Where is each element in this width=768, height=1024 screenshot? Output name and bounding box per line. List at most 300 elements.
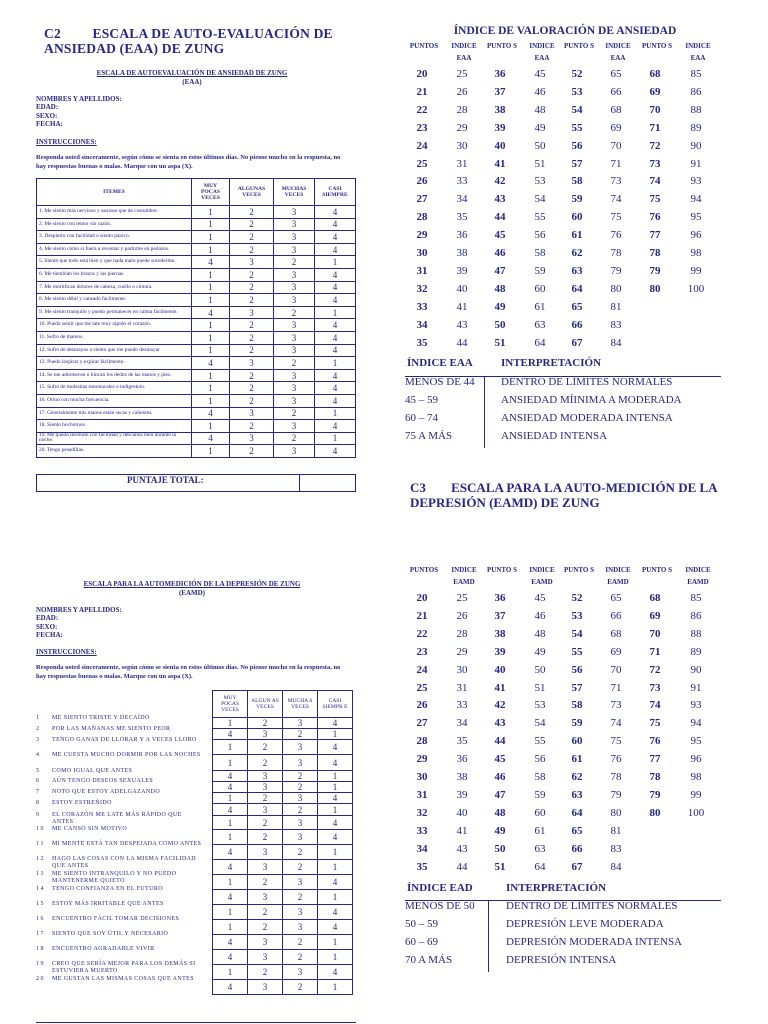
dep-index-points-cell: 70: [649, 627, 661, 640]
eamd-item-row: [213, 860, 353, 875]
eaa-item-score: 1: [192, 231, 230, 244]
anx-index-index-cell: 51: [534, 157, 546, 170]
dep-index-points-cell: 74: [649, 699, 661, 712]
eamd-item-score: 2: [283, 782, 318, 793]
eamd-item-score: 3: [248, 782, 283, 793]
eaa-item-score: 2: [274, 306, 315, 319]
dep-index-points-cell: 32: [416, 806, 428, 819]
eamd-fields: [36, 606, 236, 639]
eamd-item-row: [213, 740, 353, 755]
dep-index-index-cell: 34: [456, 717, 468, 730]
anx-index-index-cell: 96: [690, 229, 702, 242]
eamd-table: [212, 690, 353, 995]
anx-index-index-cell: 29: [456, 121, 468, 134]
anx-index-points-cell: 69: [649, 85, 661, 98]
eaa-item-score: 2: [230, 382, 274, 395]
anx-index-index-cell: 49: [534, 121, 546, 134]
anx-index-index-cell: 79: [610, 264, 622, 277]
eamd-item-text: CREO QUE SERÍA MEJOR PARA LOS DEMÁS SI ESTUVIERA MUERTO: [52, 961, 196, 974]
dep-index-index-cell: 49: [534, 645, 546, 658]
eaa-item-score: 3: [274, 268, 315, 281]
eaa-item-score: 3: [274, 394, 315, 407]
anx-index-header-cell: PUNTO S: [486, 42, 518, 50]
anx-index-header-cell: INDICE EAA: [529, 42, 555, 62]
dep-index-points-cell: 67: [571, 860, 583, 873]
dep-index-index-cell: 56: [534, 753, 546, 766]
dep-index-points-cell: 66: [571, 842, 583, 855]
eaa-item-score: 4: [192, 357, 230, 370]
dep-index-points-cell: 79: [649, 788, 661, 801]
eamd-item-score: 1: [213, 793, 248, 804]
dep-index-index-cell: 26: [456, 609, 468, 622]
anx-index-points-cell: 53: [571, 85, 583, 98]
eamd-item-text: ENCUENTRO AGRADABLE VIVIR: [52, 946, 155, 952]
dep-index-header-cell: PUNTOS: [409, 566, 439, 574]
dep-index-points-cell: 35: [416, 860, 428, 873]
eamd-item-score: 2: [283, 771, 318, 782]
anx-index-points-cell: 63: [571, 264, 583, 277]
eamd-item-number: 5: [36, 768, 39, 774]
eamd-item-score: 4: [318, 905, 353, 920]
anx-index-header-cell: PUNTOS: [409, 42, 439, 50]
eaa-item-score: 2: [230, 420, 274, 433]
anx-index-index-cell: 59: [534, 264, 546, 277]
eamd-subtitle: [36, 580, 348, 598]
dep-index-points-cell: 61: [571, 753, 583, 766]
eamd-item-score: 4: [213, 804, 248, 816]
anx-index-points-cell: 29: [416, 229, 428, 242]
eaa-item-score: 1: [315, 432, 356, 445]
eamd-item-text: ME SIENTO INTRANQUILO Y NO PUEDO MANTENERME QUIETO: [52, 871, 177, 884]
dep-index-index-cell: 50: [534, 663, 546, 676]
dep-index-index-cell: 61: [534, 824, 546, 837]
dep-index-points-cell: 42: [494, 699, 506, 712]
dep-interp-divider: [488, 900, 489, 972]
eaa-item-score: 4: [192, 432, 230, 445]
c3-title: ESCALA PARA LA AUTO-MEDICIÓN DE LA DEPRESIÓN (EAMD) DE ZUNG: [410, 480, 717, 510]
anx-index-points-cell: 51: [494, 336, 506, 349]
anx-index-points-cell: 34: [416, 318, 428, 331]
dep-index-points-cell: 27: [416, 717, 428, 730]
dep-index-points-cell: 60: [571, 735, 583, 748]
eamd-item-number: 1 0: [36, 826, 44, 832]
eaa-item-score: 1: [192, 445, 230, 458]
eamd-item-text: ESTOY ESTREÑIDO: [52, 800, 112, 806]
dep-index-index-cell: 99: [690, 788, 702, 801]
eaa-field-age: EDAD:: [36, 103, 59, 112]
dep-index-index-cell: 81: [610, 824, 622, 837]
dep-index-index-cell: 48: [534, 627, 546, 640]
eamd-field-date: FECHA:: [36, 630, 63, 639]
eaa-item-text: 3. Despierto con facilidad o siento pánico.: [37, 231, 192, 244]
dep-index-index-cell: 96: [690, 753, 702, 766]
dep-index-points-cell: 53: [571, 609, 583, 622]
anx-index-index-cell: 73: [610, 175, 622, 188]
dep-index-points-cell: 25: [416, 681, 428, 694]
anx-index-points-cell: 20: [416, 68, 428, 80]
eamd-item-row: [213, 771, 353, 782]
eamd-item-score: 1: [318, 980, 353, 995]
dep-index-index-cell: 85: [690, 592, 702, 604]
anx-index-points-cell: 45: [494, 229, 506, 242]
eaa-subtitle: [36, 69, 348, 87]
eaa-item-score: 1: [315, 357, 356, 370]
eaa-item-score: 3: [274, 231, 315, 244]
eamd-item-row: [213, 782, 353, 793]
dep-index-index-cell: 36: [456, 753, 468, 766]
eamd-item-number: 2 0: [36, 976, 44, 982]
eaa-item-score: 1: [192, 206, 230, 219]
eaa-item-text: 17. Generalmente mis manos están secas y calientes.: [37, 407, 192, 420]
anx-index-points-cell: 28: [416, 211, 428, 224]
eamd-item-text: ME CANSO SIN MOTIVO: [52, 826, 128, 832]
dep-interp-range: MENOS DE 50: [405, 900, 475, 912]
eaa-item-score: 1: [192, 331, 230, 344]
anx-index-index-cell: 81: [610, 300, 622, 313]
eamd-item-score: 1: [213, 920, 248, 935]
dep-index-points-cell: 77: [649, 753, 661, 766]
eamd-item-score: 2: [248, 793, 283, 804]
dep-index-index-cell: 44: [456, 860, 468, 873]
eamd-item-score: 3: [283, 965, 318, 980]
eamd-item-score: 2: [283, 935, 318, 950]
dep-index-points-cell: 26: [416, 699, 428, 712]
anx-index-index-cell: 58: [534, 247, 546, 259]
anx-index-points-cell: 66: [571, 318, 583, 331]
eaa-item-row: [37, 344, 356, 357]
anx-interp-meaning: ANSIEDAD MÍINIMA A MODERADA: [501, 394, 682, 406]
eaa-item-text: 20. Tengo pesadillas.: [37, 445, 192, 458]
eaa-field-name: NOMBRES Y APELLIDOS:: [36, 95, 122, 103]
eaa-item-score: 4: [315, 268, 356, 281]
eaa-item-score: 3: [230, 306, 274, 319]
dep-index-index-cell: 53: [534, 699, 546, 712]
eaa-item-row: [37, 369, 356, 382]
eaa-item-score: 2: [230, 445, 274, 458]
dep-index-index-cell: 93: [690, 699, 702, 712]
eaa-item-row: [37, 331, 356, 344]
anx-index-index-cell: 45: [534, 68, 546, 80]
anx-index-index-cell: 68: [610, 103, 622, 116]
anx-index-index-cell: 50: [534, 139, 546, 152]
dep-index-index-cell: 29: [456, 645, 468, 658]
eamd-item-row: [213, 920, 353, 935]
eaa-item-score: 4: [192, 407, 230, 420]
eaa-item-score: 2: [274, 407, 315, 420]
anx-index-header-cell: INDICE EAA: [685, 42, 711, 62]
dep-index-index-cell: 74: [610, 717, 622, 730]
anx-index-index-cell: 76: [610, 229, 622, 242]
dep-index-index-cell: 75: [610, 735, 622, 748]
eamd-item-number: 2: [36, 726, 39, 732]
eaa-total-divider: [299, 475, 300, 491]
eaa-item-score: 4: [192, 256, 230, 269]
anx-index-index-cell: 36: [456, 229, 468, 242]
dep-index-points-cell: 21: [416, 609, 428, 622]
eamd-item-score: 4: [213, 950, 248, 965]
eamd-header-casi-siempre: CASI SIEMPR E: [318, 691, 353, 718]
eaa-item-score: 3: [230, 256, 274, 269]
eaa-item-row: [37, 420, 356, 433]
anx-index-points-cell: 25: [416, 157, 428, 170]
dep-index-index-cell: 69: [610, 645, 622, 658]
anx-index-index-cell: 48: [534, 103, 546, 116]
anx-index-index-cell: 84: [610, 336, 622, 349]
anx-index-header-cell: INDICE EAA: [605, 42, 631, 62]
eamd-item-score: 1: [318, 890, 353, 905]
eamd-item-score: 3: [283, 793, 318, 804]
anx-index-points-cell: 67: [571, 336, 583, 349]
eamd-item-score: 1: [318, 845, 353, 860]
eaa-total-label: PUNTAJE TOTAL:: [127, 475, 204, 485]
dep-index-index-cell: 58: [534, 771, 546, 783]
dep-index-header-cell: PUNTO S: [641, 566, 673, 574]
eamd-item-text: TENGO GANAS DE LLORAR Y A VECES LLORO: [52, 737, 197, 743]
anx-index-index-cell: 26: [456, 85, 468, 98]
eaa-field-sex: SEXO:: [36, 111, 58, 120]
eaa-item-text: 19. Me quedo dormido con facilidad y descanso bien durante la noche.: [37, 432, 192, 445]
eaa-item-score: 3: [274, 382, 315, 395]
eaa-item-row: [37, 319, 356, 332]
dep-index-points-cell: 75: [649, 717, 661, 730]
eaa-item-score: 3: [230, 357, 274, 370]
anx-index-points-cell: 40: [494, 139, 506, 152]
eaa-item-text: 5. Siento que todo está bien y que nada malo puede sucederme.: [37, 256, 192, 269]
anx-index-points-cell: 74: [649, 175, 661, 188]
dep-index-points-cell: 33: [416, 824, 428, 837]
eaa-item-score: 4: [315, 218, 356, 231]
eamd-header-muchas: MUCHA S VECES: [283, 691, 318, 718]
dep-index-index-cell: 84: [610, 860, 622, 873]
anx-index-index-cell: 25: [456, 68, 468, 80]
dep-index-points-cell: 45: [494, 753, 506, 766]
dep-interp-meaning: DEPRESIÓN INTENSA: [506, 954, 617, 966]
c2-heading: [44, 26, 360, 56]
dep-index-index-cell: 40: [456, 806, 468, 819]
anx-index-points-cell: 21: [416, 85, 428, 98]
anx-index-index-cell: 38: [456, 247, 468, 259]
eaa-item-score: 4: [315, 369, 356, 382]
dep-index-index-cell: 88: [690, 627, 702, 640]
anx-index-index-cell: 44: [456, 336, 468, 349]
dep-index-index-cell: 79: [610, 788, 622, 801]
anx-index-points-cell: 75: [649, 193, 661, 206]
eamd-item-score: 3: [248, 804, 283, 816]
dep-index-index-cell: 60: [534, 806, 546, 819]
eamd-item-text: ENCUENTRO FÁCIL TOMAR DECISIONES: [52, 916, 180, 922]
eamd-item-text: MI MENTE ESTÁ TAN DESPEJADA COMO ANTES: [52, 841, 202, 847]
anx-index-index-cell: 98: [690, 247, 702, 259]
eamd-item-text: HAGO LAS COSAS CON LA MISMA FACILIDAD QUE ANTES: [52, 856, 197, 869]
dep-index-index-cell: 25: [456, 592, 468, 604]
eamd-item-row: [213, 875, 353, 890]
dep-index-points-cell: 58: [571, 699, 583, 712]
eamd-item-number: 1 9: [36, 961, 44, 967]
anx-index-index-cell: 61: [534, 300, 546, 313]
eamd-item-text: ME GUSTAN LAS MISMAS COSAS QUE ANTES: [52, 976, 194, 982]
eaa-item-score: 4: [192, 306, 230, 319]
eaa-item-text: 15. Sufro de molestias estomacales o indigestión.: [37, 382, 192, 395]
eaa-item-row: [37, 382, 356, 395]
dep-index-points-cell: 24: [416, 663, 428, 676]
eamd-item-number: 8: [36, 800, 39, 806]
eaa-item-score: 4: [315, 294, 356, 307]
eamd-header-muy-pocas: MUY POCAS VECES: [213, 691, 248, 718]
anx-index-header-cell: PUNTO S: [563, 42, 595, 50]
eaa-subtitle-2: (EAA): [182, 78, 202, 86]
dep-index-index-cell: 98: [690, 771, 702, 783]
dep-index-index-cell: 68: [610, 627, 622, 640]
anx-index-points-cell: 36: [494, 68, 506, 80]
eamd-item-score: 1: [318, 729, 353, 740]
eamd-field-age: EDAD:: [36, 614, 59, 623]
eamd-item-score: 2: [283, 980, 318, 995]
anx-index-index-cell: 85: [690, 68, 702, 80]
eamd-item-row: [213, 950, 353, 965]
dep-index-points-cell: 52: [571, 592, 583, 604]
eaa-item-score: 3: [274, 281, 315, 294]
anx-index-points-cell: 57: [571, 157, 583, 170]
eaa-header-muy-pocas: MUY POCAS VECES: [192, 179, 230, 206]
eamd-item-number: 1: [36, 715, 39, 721]
anx-index-points-cell: 46: [494, 247, 506, 259]
anx-index-points-cell: 58: [571, 175, 583, 188]
anx-index-points-cell: 52: [571, 68, 583, 80]
eaa-field-date: FECHA:: [36, 119, 63, 128]
dep-index-points-cell: 51: [494, 860, 506, 873]
eamd-item-score: 2: [248, 740, 283, 755]
eamd-item-score: 1: [318, 771, 353, 782]
dep-interp-meaning: DENTRO DE LÍMITES NORMALES: [506, 900, 678, 912]
dep-index-index-cell: 45: [534, 592, 546, 604]
dep-interp-header-index: ÍNDICE EAD: [407, 882, 473, 894]
eamd-item-score: 1: [213, 830, 248, 845]
anx-index-points-cell: 47: [494, 264, 506, 277]
anx-index-index-cell: 64: [534, 336, 546, 349]
dep-index-points-cell: 56: [571, 663, 583, 676]
dep-index-index-cell: 71: [610, 681, 622, 694]
dep-index-index-cell: 35: [456, 735, 468, 748]
eamd-item-number: 1 8: [36, 946, 44, 952]
eamd-item-score: 2: [248, 965, 283, 980]
dep-index-index-cell: 89: [690, 645, 702, 658]
eaa-item-text: 1. Me siento más nervioso y ansioso que de costumbre.: [37, 206, 192, 219]
eamd-item-score: 2: [248, 718, 283, 729]
eamd-item-score: 4: [318, 816, 353, 830]
dep-index-points-cell: 49: [494, 824, 506, 837]
anx-index-points-cell: 30: [416, 247, 428, 259]
eamd-item-score: 4: [213, 935, 248, 950]
eaa-item-text: 18. Siento bochornos.: [37, 420, 192, 433]
dep-index-points-cell: 69: [649, 609, 661, 622]
eaa-item-score: 2: [274, 256, 315, 269]
eamd-item-score: 4: [318, 755, 353, 771]
eamd-item-score: 4: [318, 920, 353, 935]
dep-index-index-cell: 78: [610, 771, 622, 783]
eamd-item-number: 6: [36, 778, 39, 784]
eamd-item-score: 3: [248, 950, 283, 965]
anx-index-index-cell: 74: [610, 193, 622, 206]
anx-index-points-cell: 24: [416, 139, 428, 152]
eamd-item-score: 1: [213, 905, 248, 920]
anx-index-index-cell: 31: [456, 157, 468, 170]
eamd-item-number: 1 7: [36, 931, 44, 937]
anx-index-points-cell: 79: [649, 264, 661, 277]
eamd-item-score: 2: [248, 830, 283, 845]
eamd-item-score: 1: [213, 755, 248, 771]
eaa-item-score: 2: [230, 294, 274, 307]
anx-index-index-cell: 100: [687, 282, 705, 295]
dep-index-points-cell: 43: [494, 717, 506, 730]
eamd-item-number: 7: [36, 789, 39, 795]
eaa-item-row: [37, 432, 356, 445]
anx-index-points-cell: 31: [416, 264, 428, 277]
anx-index-index-cell: 66: [610, 85, 622, 98]
anx-index-points-cell: 73: [649, 157, 661, 170]
eaa-instructions-text: Responda usted sinceramente, según cómo se sienta en estos últimos días. No piense mucho en la respuesta, no hay respuestas buenas o malas. Marque con un aspa (X).: [36, 154, 341, 170]
eaa-item-text: 2. Me siento con temor sin razón.: [37, 218, 192, 231]
eamd-item-number: 4: [36, 752, 39, 758]
eamd-item-row: [213, 965, 353, 980]
anx-index-grid: [405, 40, 725, 360]
dep-index-index-cell: 38: [456, 771, 468, 783]
eamd-item-score: 1: [318, 935, 353, 950]
anx-index-index-cell: 63: [534, 318, 546, 331]
eamd-instructions-label: INSTRUCCIONES:: [36, 648, 97, 656]
c3-label: C3: [410, 480, 426, 495]
anx-index-index-cell: 95: [690, 211, 702, 224]
eaa-item-score: 2: [230, 243, 274, 256]
dep-index-points-cell: 64: [571, 806, 583, 819]
eaa-item-score: 4: [315, 445, 356, 458]
anx-index-points-cell: 71: [649, 121, 661, 134]
eamd-item-number: 1 5: [36, 901, 44, 907]
anx-index-points-cell: 22: [416, 103, 428, 116]
eamd-item-score: 2: [283, 890, 318, 905]
eaa-item-score: 4: [315, 206, 356, 219]
eaa-item-score: 1: [192, 218, 230, 231]
eaa-item-score: 2: [230, 394, 274, 407]
anx-index-index-cell: 28: [456, 103, 468, 116]
dep-index-index-cell: 59: [534, 788, 546, 801]
anx-interp-range: 60 – 74: [405, 412, 438, 424]
eamd-item-score: 2: [248, 920, 283, 935]
eamd-item-number: 1 2: [36, 856, 44, 862]
eamd-item-row: [213, 980, 353, 995]
eaa-item-text: 7. Me mortifican dolores de cabeza, cuello o cintura.: [37, 281, 192, 294]
eaa-item-score: 3: [274, 331, 315, 344]
anx-index-index-cell: 30: [456, 139, 468, 152]
dep-index-points-cell: 40: [494, 663, 506, 676]
anx-index-index-cell: 75: [610, 211, 622, 224]
eaa-item-score: 4: [315, 344, 356, 357]
eaa-fields: [36, 95, 236, 128]
anx-index-index-cell: 65: [610, 68, 622, 80]
eamd-item-score: 1: [318, 950, 353, 965]
anx-index-index-cell: 33: [456, 175, 468, 188]
eaa-header-muchas: MUCHAS VECES: [274, 179, 315, 206]
anx-index-header-cell: INDICE EAA: [451, 42, 477, 62]
eamd-item-text: ME SIENTO TRISTE Y DECAÍDO: [52, 715, 150, 721]
anx-index-index-cell: 99: [690, 264, 702, 277]
anx-interp-header-interp: INTERPRETACIÓN: [501, 357, 602, 369]
eaa-item-row: [37, 357, 356, 370]
eamd-item-row: [213, 793, 353, 804]
eaa-item-score: 4: [315, 382, 356, 395]
dep-index-header-cell: INDICE EAMD: [451, 566, 477, 586]
anx-index-points-cell: 78: [649, 247, 661, 259]
eaa-item-score: 1: [192, 369, 230, 382]
